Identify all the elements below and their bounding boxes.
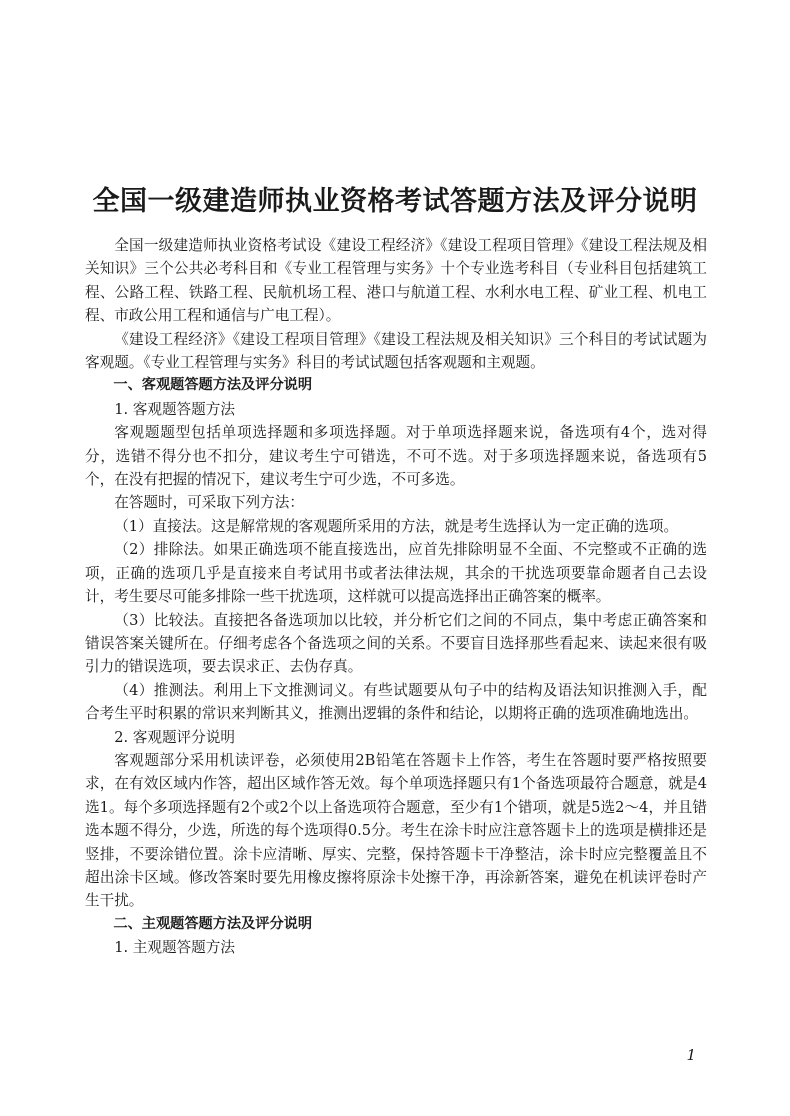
paragraph-objective-scoring: 客观题部分采用机读评卷，必须使用2B铅笔在答题卡上作答，考生在答题时要严格按照要求，在有效区域内作答，超出区域作答无效。每个单项选择题只有1个备选项最符合题意，就是4选1。每个多项选择题有2个或2个以上备选项符合题意，至少有1个错项，就是5选2～4，并且错选本题不得分，少选，所选的每个选项得0.5分。考生在涂卡时应注意答题卡上的选项是横排还是竖排，不要涂错位置。涂卡应清晰、厚实、完整，保持答题卡干净整洁，涂卡时应完整覆盖且不超出涂卡区域。修改答案时要先用橡皮擦将原涂卡处擦干净，再涂新答案，避免在机读评卷时产生干扰。 (85, 751, 707, 910)
paragraph-intro: 全国一级建造师执业资格考试设《建设工程经济》《建设工程项目管理》《建设工程法规及相关知识》三个公共必考科目和《专业工程管理与实务》十个专业选考科目（专业科目包括建筑工程、公路工程、铁路工程、民航机场工程、港口与航道工程、水利水电工程、矿业工程、机电工程、市政公用工程和通信与广电工程）。 (85, 237, 707, 325)
section-heading-objective: 一、客观题答题方法及评分说明 (113, 377, 313, 394)
document-title: 全国一级建造师执业资格考试答题方法及评分说明 (92, 186, 698, 217)
section-heading-subjective: 二、主观题答题方法及评分说明 (113, 915, 313, 932)
subsection-heading-objective-method: 1. 客观题答题方法 (114, 400, 235, 418)
subsection-heading-objective-scoring: 2. 客观题评分说明 (114, 728, 235, 746)
document-body (85, 234, 707, 960)
paragraph-subjects: 《建设工程经济》《建设工程项目管理》《建设工程法规及相关知识》三个科目的考试试题为客观题。《专业工程管理与实务》科目的考试试题包括客观题和主观题。 (85, 330, 707, 372)
paragraph-method-direct: （1）直接法。这是解常规的客观题所采用的方法，就是考生选择认为一定正确的选项。 (114, 517, 679, 535)
paragraph-method-exclusion: （2）排除法。如果正确选项不能直接选出，应首先排除明显不全面、不完整或不正确的选项，正确的选项几乎是直接来自考试用书或者法律法规，其余的干扰选项要靠命题者自己去设计，考生要尽可能多排除一些干扰选项，这样就可以提高选择出正确答案的概率。 (85, 541, 707, 606)
paragraph-methods-intro: 在答题时，可采取下列方法： (114, 494, 304, 512)
paragraph-method-comparison: （3）比较法。直接把各备选项加以比较，并分析它们之间的不同点，集中考虑正确答案和错误答案关键所在。仔细考虑各个备选项之间的关系。不要盲目选择那些看起来、读起来很有吸引力的错误选项，要去误求正、去伪存真。 (85, 611, 707, 676)
paragraph-method-inference: （4）推测法。利用上下文推测词义。有些试题要从句子中的结构及语法知识推测入手，配合考生平时积累的常识来判断其义，推测出逻辑的条件和结论，以期将正确的选项准确地选出。 (85, 681, 707, 723)
subsection-heading-subjective-method: 1. 主观题答题方法 (114, 939, 235, 957)
paragraph-objective-types: 客观题题型包括单项选择题和多项选择题。对于单项选择题来说，备选项有4个，选对得分，选错不得分也不扣分，建议考生宁可错选，不可不选。对于多项选择题来说，备选项有5个，在没有把握的情况下，建议考生宁可少选，不可多选。 (85, 424, 707, 489)
page-number: 1 (686, 1046, 696, 1064)
